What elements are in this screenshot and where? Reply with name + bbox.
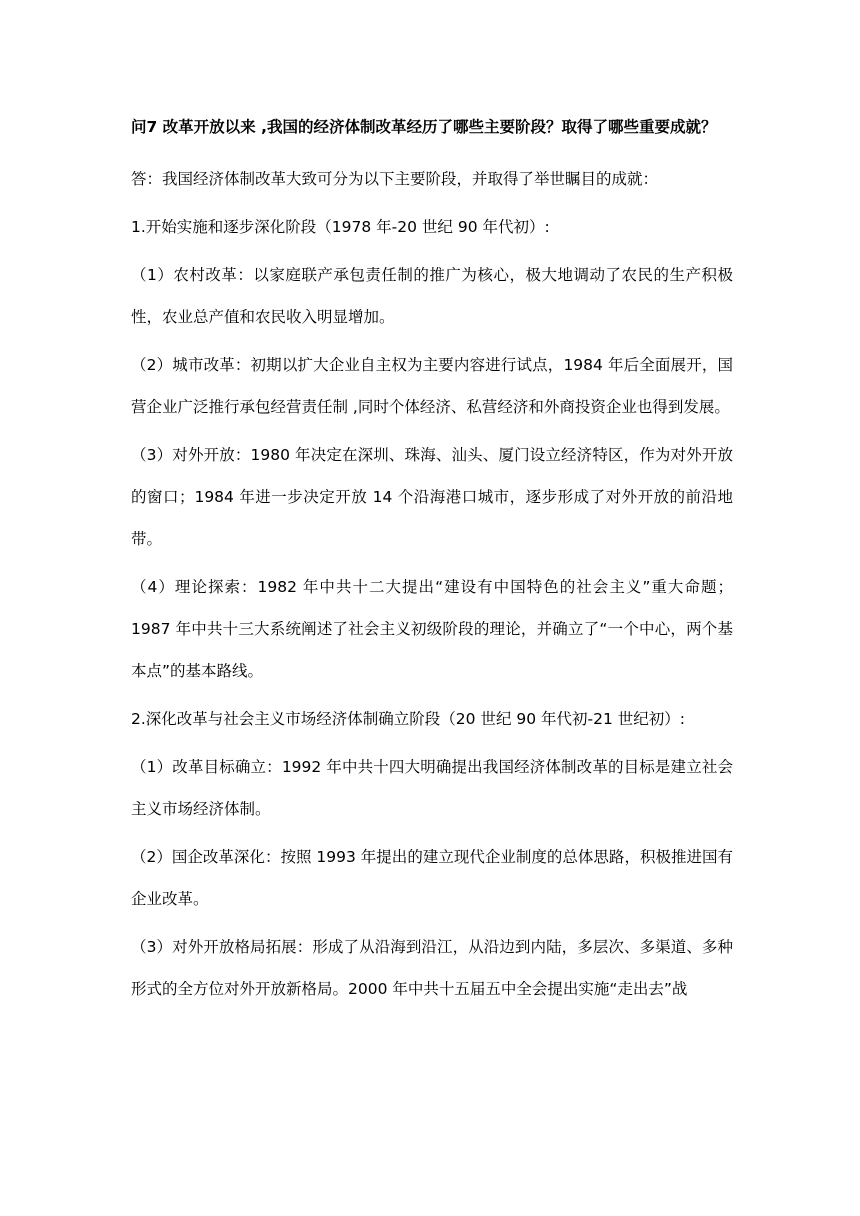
stage-2-item-2: （2）国企改革深化：按照 1993 年提出的建立现代企业制度的总体思路，积极推进国有企业改革。 bbox=[131, 848, 733, 908]
stage-1-item-2: （2）城市改革：初期以扩大企业自主权为主要内容进行试点，1984 年后全面展开，国营企业广泛推行承包经营责任制 ,同时个体经济、私营经济和外商投资企业也得到发展。 bbox=[131, 356, 733, 416]
stage-1-item-1: （1）农村改革：以家庭联产承包责任制的推广为核心，极大地调动了农民的生产积极性，农业总产值和农民收入明显增加。 bbox=[131, 266, 733, 326]
stage-1-item-3: （3）对外开放：1980 年决定在深圳、珠海、汕头、厦门设立经济特区，作为对外开放的窗口；1984 年进一步决定开放 14 个沿海港口城市，逐步形成了对外开放的前沿地带。 bbox=[131, 446, 733, 548]
stage-2-item-3: （3）对外开放格局拓展：形成了从沿海到沿江，从沿边到内陆，多层次、多渠道、多种形式的全方位对外开放新格局。2000 年中共十五届五中全会提出实施“走出去”战 bbox=[131, 938, 733, 998]
question-heading: 问7 改革开放以来 ,我国的经济体制改革经历了哪些主要阶段？取得了哪些重要成就？ bbox=[131, 118, 717, 136]
answer-intro: 答：我国经济体制改革大致可分为以下主要阶段，并取得了举世瞩目的成就： bbox=[131, 170, 659, 188]
stage-1-item-4: （4）理论探索：1982 年中共十二大提出“建设有中国特色的社会主义”重大命题；1987 年中共十三大系统阐述了社会主义初级阶段的理论，并确立了“一个中心，两个基本点”的基本路线。 bbox=[131, 578, 733, 680]
document-page bbox=[131, 112, 733, 1016]
stage-1-heading: 1.开始实施和逐步深化阶段（1978 年-20 世纪 90 年代初）: bbox=[131, 218, 550, 236]
stage-2-heading: 2.深化改革与社会主义市场经济体制确立阶段（20 世纪 90 年代初-21 世纪初）: bbox=[131, 710, 685, 728]
stage-2-item-1: （1）改革目标确立：1992 年中共十四大明确提出我国经济体制改革的目标是建立社会主义市场经济体制。 bbox=[131, 758, 733, 818]
